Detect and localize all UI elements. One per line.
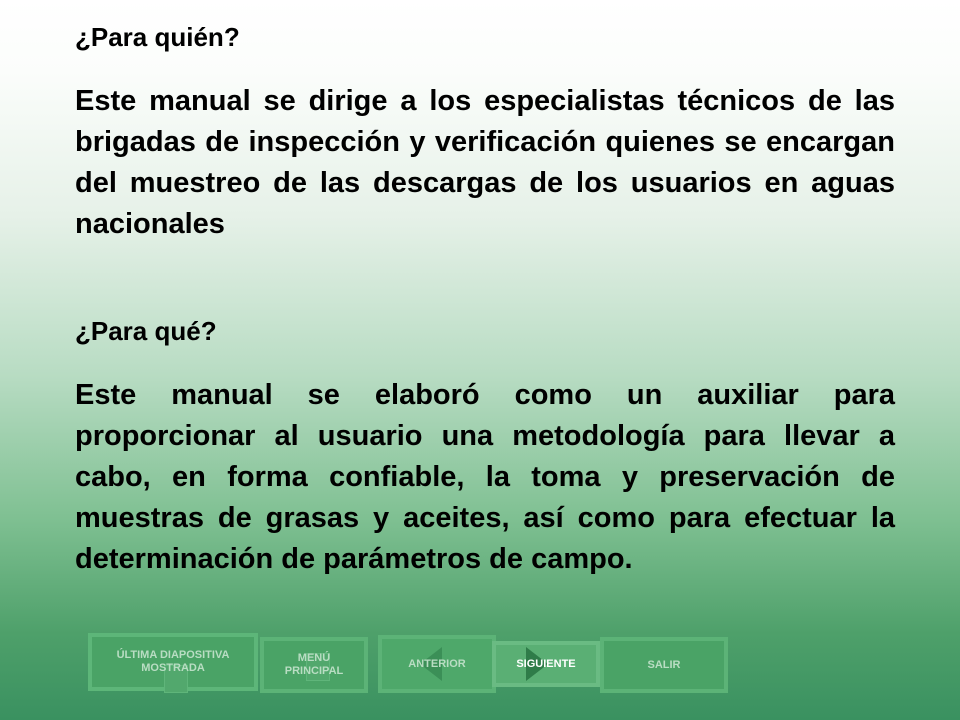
- heading-para-quien: ¿Para quién?: [75, 22, 240, 52]
- last-slide-viewed-button[interactable]: [88, 633, 258, 691]
- heading-para-que: ¿Para qué?: [75, 316, 217, 346]
- previous-button[interactable]: [378, 635, 496, 693]
- navigation-bar: [88, 633, 728, 693]
- paragraph-para-quien: Este manual se dirige a los especialistas técnicos de las brigadas de inspección y verificación quienes se encargan del muestreo de las descargas de los usuarios en aguas nacionales: [75, 85, 895, 240]
- next-button[interactable]: [492, 641, 600, 687]
- paragraph-para-que: Este manual se elaboró como un auxiliar para proporcionar al usuario una metodología para llevar a cabo, en forma confiable, la toma y preservación de muestras de grasas y aceites, así como para efectuar la determinación de parámetros de campo.: [75, 379, 895, 575]
- main-menu-label: MENÚ PRINCIPAL: [284, 652, 344, 677]
- last-slide-viewed-label: ÚLTIMA DIAPOSITIVA MOSTRADA: [116, 649, 230, 674]
- next-label: SIGUIENTE: [516, 657, 576, 670]
- exit-button[interactable]: [600, 637, 728, 693]
- exit-label: SALIR: [647, 658, 681, 671]
- main-menu-button[interactable]: [260, 637, 368, 693]
- previous-label: ANTERIOR: [408, 657, 466, 670]
